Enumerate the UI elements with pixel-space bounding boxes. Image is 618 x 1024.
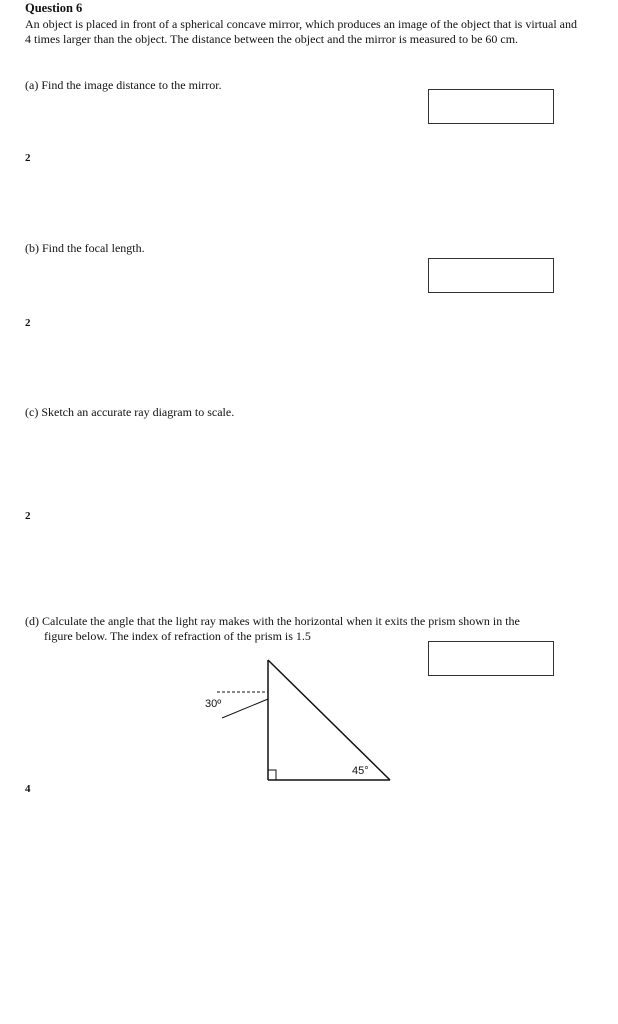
incident-ray (222, 699, 268, 718)
part-d-prompt-line1: (d) Calculate the angle that the light ray makes with the horizontal when it exits the prism shown in the (25, 614, 520, 628)
part-b-marks: 2 (25, 317, 31, 329)
right-angle-marker (268, 770, 276, 780)
prism-triangle (268, 660, 390, 780)
part-b-prompt: (b) Find the focal length. (25, 241, 145, 255)
question-title: Question 6 (25, 1, 83, 15)
part-d-marks: 4 (25, 783, 31, 795)
prism-angle-label: 45° (352, 765, 369, 777)
question-intro: An object is placed in front of a spherical concave mirror, which produces an image of the object that is virtual and 4 times larger than the object. The distance between the object and the mirror is measured to be 60 cm. (25, 17, 577, 46)
part-c-marks: 2 (25, 510, 31, 522)
part-d-prompt-line2: figure below. The index of refraction of the prism is 1.5 (44, 629, 311, 643)
part-a-marks: 2 (25, 152, 31, 164)
part-a-prompt: (a) Find the image distance to the mirror. (25, 78, 222, 92)
part-c-prompt: (c) Sketch an accurate ray diagram to scale. (25, 405, 235, 419)
incident-angle-label: 30º (205, 698, 222, 710)
